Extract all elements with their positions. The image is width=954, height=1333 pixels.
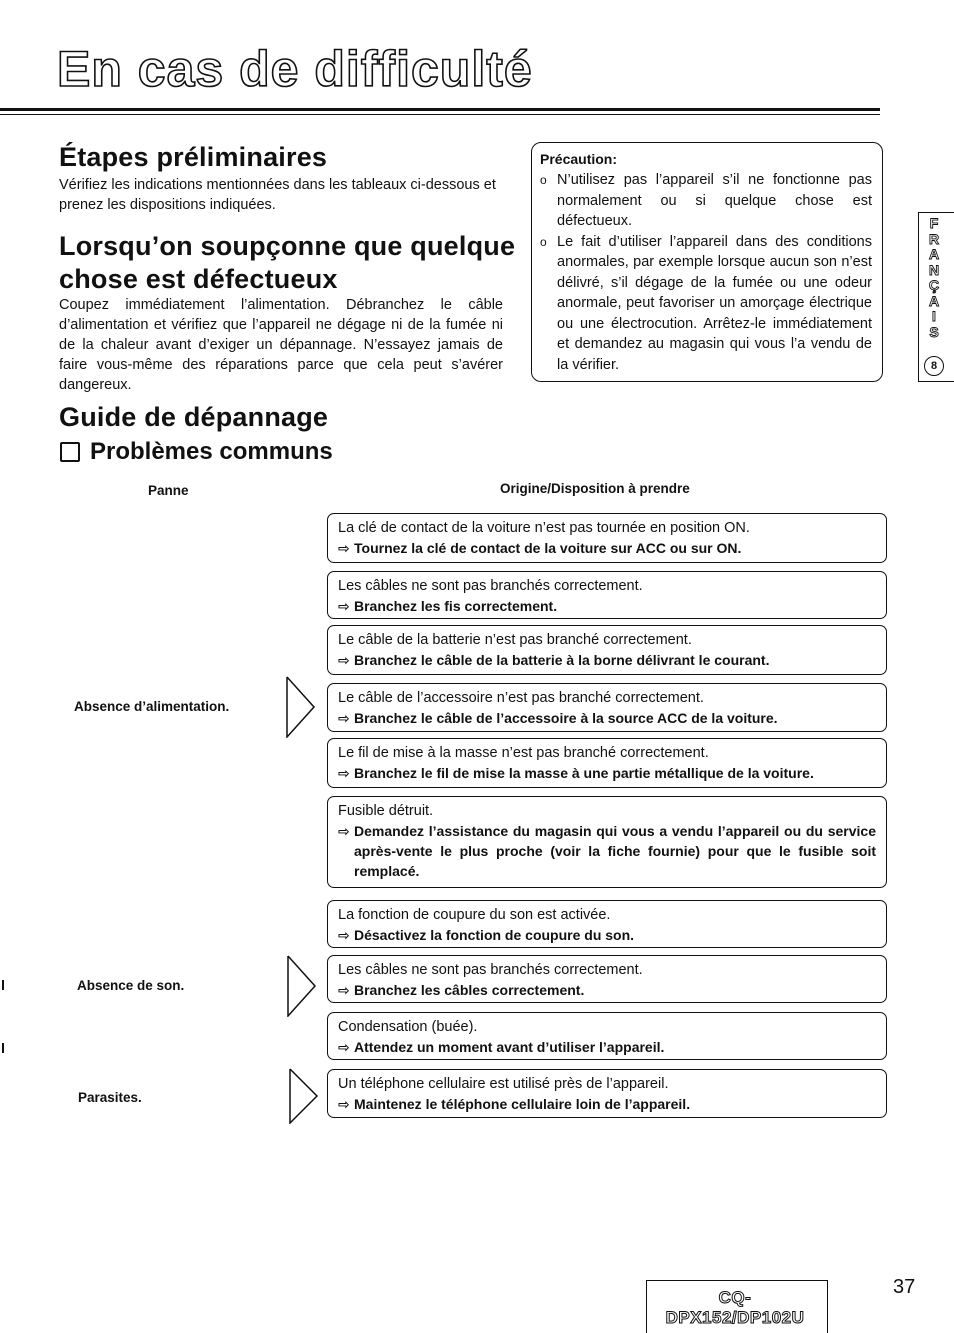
margin-mark <box>2 980 4 990</box>
cause-text: Le câble de l’accessoire n’est pas branché correctement. <box>338 690 704 706</box>
fix-text: ⇨ Maintenez le téléphone cellulaire loin de l’appareil. <box>338 1096 691 1112</box>
column-header-symptom: Panne <box>148 483 189 498</box>
fix-text: ⇨ Branchez les fis correctement. <box>338 598 558 614</box>
caution-item <box>540 170 872 232</box>
heading-preliminary: Étapes préliminaires <box>59 142 328 172</box>
arrow-icon: ⇨ <box>338 927 350 943</box>
cause-text: Le fil de mise à la masse n’est pas branché correctement. <box>338 745 709 761</box>
symptom-label: Absence de son. <box>77 978 185 993</box>
heading-guide: Guide de dépannage <box>59 402 329 432</box>
arrow-icon: ⇨ <box>338 1096 350 1112</box>
caution-title: Précaution: <box>540 151 618 167</box>
remedy-box <box>327 625 887 675</box>
language-tab-letter: A <box>928 246 940 262</box>
arrow-icon: ⇨ <box>338 982 350 998</box>
column-header-remedy: Origine/Disposition à prendre <box>500 481 690 496</box>
language-tab-letter: S <box>929 323 939 340</box>
remedy-box <box>327 571 887 619</box>
subheading-text: Problèmes communs <box>90 438 333 465</box>
text-preliminary: Vérifiez les indications mentionnées dans les tableaux ci-dessous et prenez les dispositions indiquées. <box>59 177 496 213</box>
page-number: 37 <box>893 1276 916 1298</box>
fix-text: ⇨ Désactivez la fonction de coupure du son. <box>338 927 635 943</box>
language-tab-letter: Ç <box>928 277 940 293</box>
arrow-icon: ⇨ <box>338 765 350 781</box>
caution-item <box>540 232 872 376</box>
heading-defect: Lorsqu’on soupçonne que quelque chose est défectueux <box>59 231 516 294</box>
arrow-icon: ⇨ <box>338 710 350 726</box>
remedy-box <box>327 513 887 563</box>
text-defect: Coupez immédiatement l’alimentation. Débranchez le câble d’alimentation et vérifiez que l’appareil ne dégage ni de la fumée ni de la chaleur avant d’exiger un dépannage. N’essayez jamais de faire vous-même des réparations parce que cela peut s’avérer dangereux. <box>59 297 503 393</box>
cause-text: Les câbles ne sont pas branchés correctement. <box>338 962 643 978</box>
title-rule-thin <box>0 114 880 115</box>
language-tab-letter: A <box>928 292 940 309</box>
arrow-icon: ⇨ <box>338 1039 350 1055</box>
fix-text: ⇨ Branchez le câble de l’accessoire à la source ACC de la voiture. <box>338 710 778 726</box>
cause-text: La fonction de coupure du son est activée. <box>338 907 611 923</box>
fix-text: ⇨ Tournez la clé de contact de la voiture sur ACC ou sur ON. <box>338 540 742 556</box>
triangle-arrow-icon <box>287 955 317 1017</box>
language-tab-letter: I <box>932 308 936 324</box>
symptom-label: Parasites. <box>78 1090 142 1105</box>
caution-text: Le fait d’utiliser l’appareil dans des conditions anormales, par exemple lorsque aucun son n’est délivré, s’il dégage de la fumée ou une odeur anormale, peut favoriser un amorçage électrique ou une électrocution. Arrêtez-le immédiatement et demandez au magasin qui vous l’a vendu de la vérifier. <box>557 233 872 373</box>
arrow-icon: ⇨ <box>338 823 350 839</box>
triangle-arrow-icon <box>289 1068 319 1124</box>
checkbox-icon <box>60 442 80 462</box>
bullet-icon: o <box>540 234 547 249</box>
caution-box <box>531 142 883 382</box>
remedy-box <box>327 900 887 948</box>
language-tab-letter: R <box>928 230 940 247</box>
fix-text: ⇨ Attendez un moment avant d’utiliser l’appareil. <box>338 1039 665 1055</box>
cause-text: Fusible détruit. <box>338 803 434 819</box>
fix-text: ⇨ Branchez le câble de la batterie à la borne délivrant le courant. <box>338 652 770 668</box>
fix-text: ⇨ Demandez l’assistance du magasin qui vous a vendu l’appareil ou du service après-vente le plus proche (voir la fiche fournie) pour que le fusible soit remplacé. <box>338 823 876 879</box>
language-tab-letter: F <box>929 215 939 231</box>
language-tab-letter: N <box>928 261 940 278</box>
cause-text: Un téléphone cellulaire est utilisé près de l’appareil. <box>338 1076 669 1092</box>
remedy-box <box>327 683 887 732</box>
remedy-box <box>327 738 887 788</box>
cause-text: Condensation (buée). <box>338 1019 478 1035</box>
remedy-box <box>327 796 887 888</box>
triangle-arrow-icon <box>286 676 316 738</box>
title-rule-thick <box>0 108 880 111</box>
fix-text: ⇨ Branchez les câbles correctement. <box>338 982 585 998</box>
bullet-icon: o <box>540 173 547 187</box>
arrow-icon: ⇨ <box>338 652 350 668</box>
margin-mark <box>2 1043 4 1053</box>
page-title: En cas de difficulté <box>57 41 533 97</box>
model-number: CQ-DPX152/DP102U <box>665 1288 805 1327</box>
cause-text: Les câbles ne sont pas branchés correctement. <box>338 578 643 594</box>
fix-text: ⇨ Branchez le fil de mise la masse à une partie métallique de la voiture. <box>338 765 814 781</box>
remedy-box <box>327 1069 887 1118</box>
remedy-box <box>327 955 887 1003</box>
arrow-icon: ⇨ <box>338 598 350 614</box>
section-number-badge: 8 <box>924 356 944 376</box>
cause-text: La clé de contact de la voiture n’est pas tournée en position ON. <box>338 520 750 536</box>
caution-text: N’utilisez pas l’appareil s’il ne fonctionne pas normalement ou si quelque chose est défectueux. <box>557 172 872 229</box>
symptom-label: Absence d’alimentation. <box>74 699 230 714</box>
arrow-icon: ⇨ <box>338 540 350 556</box>
remedy-box <box>327 1012 887 1060</box>
cause-text: Le câble de la batterie n’est pas branché correctement. <box>338 632 692 648</box>
heading-common-problems <box>60 438 333 466</box>
language-tab-label <box>926 216 942 340</box>
